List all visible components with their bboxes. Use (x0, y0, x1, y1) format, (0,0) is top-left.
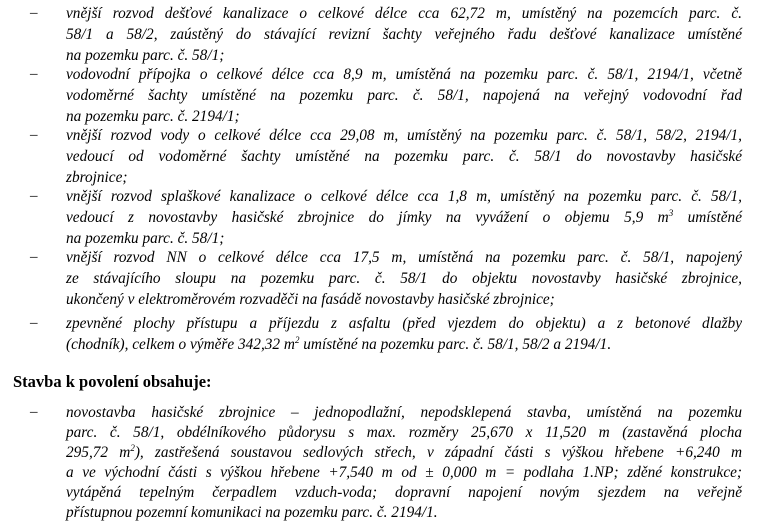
item-line: zpevněné plochy přístupu a příjezdu z asfaltu (před vjezdem do objektu) a z betonové dlažby (66, 315, 742, 332)
item-line: a ve východní části s výškou hřebene +7,540 m od ± 0,000 m = podlaha 1.NP; zděné konstrukce; (66, 464, 742, 481)
item-line-tail: umístěné na pozemku parc. č. 58/1, 58/2 a 2194/1. (299, 336, 612, 353)
item-line: ukončený v elektroměrovém rozvaděči na fasádě novostavby hasičské zbrojnice; (66, 291, 555, 308)
list-dash: – (30, 315, 38, 331)
item-line: vnější rozvod splaškové kanalizace o celkové délce cca 1,8 m, umístěný na pozemku parc. č. 58/1, (66, 188, 742, 205)
item-line-tail: ), zastřešená soustavou sedlových střech, v západní části s výškou hřebene +6,240 m (134, 444, 742, 461)
item-line: na pozemku parc. č. 2194/1; (66, 108, 240, 125)
list-dash: – (30, 188, 38, 204)
item-line: zbrojnice; (66, 169, 128, 186)
item-line: na pozemku parc. č. 58/1; (66, 47, 225, 64)
list-dash: – (30, 5, 38, 21)
section-heading: Stavba k povolení obsahuje: (13, 372, 212, 391)
list-dash: – (30, 127, 38, 143)
item-line-text: (chodník), celkem o výměře 342,32 m (66, 336, 295, 353)
item-line: vnější rozvod vody o celkové délce cca 29,08 m, umístěný na pozemku parc. č. 58/1, 58/2, 2194/1, (66, 127, 742, 144)
item-line-text: vedoucí z novostavby hasičské zbrojnice do jímky na vyvážení o objemu 5,9 m (66, 209, 669, 226)
item-line-text: 295,72 m (66, 444, 131, 461)
item-line: 58/1 a 58/2, zaústěný do stávající revizní šachty veřejného řadu dešťové kanalizace umístěné (66, 26, 742, 43)
item-line-tail: umístěné (673, 209, 742, 226)
list-dash: – (30, 249, 38, 265)
unit-superscript: 2 (130, 442, 135, 453)
item-line-with-superscript (66, 334, 742, 355)
item-line: novostavba hasičské zbrojnice – jednopodlažní, nepodsklepená stavba, umístěná na pozemku (66, 404, 742, 421)
item-line: vytápěná tepelným čerpadlem vzduch-voda; dopravní napojení novým sjezdem na veřejně (66, 484, 742, 501)
item-line-with-superscript (66, 442, 742, 463)
item-line: ze stávajícího sloupu na pozemku parc. č. 58/1 do objektu novostavby hasičské zbrojnice, (66, 270, 742, 287)
list-dash: – (30, 404, 38, 420)
item-line: přístupnou pozemní komunikaci na pozemku parc. č. 2194/1. (66, 504, 438, 521)
item-line: na pozemku parc. č. 58/1; (66, 230, 225, 247)
list-dash: – (30, 66, 38, 82)
item-line: vedoucí od vodoměrné šachty umístěné na pozemku parc. č. 58/1 do novostavby hasičské (66, 148, 742, 165)
item-line-with-superscript (66, 207, 742, 228)
item-line: vodoměrné šachty umístěné na pozemku parc. č. 58/1, napojená na veřejný vodovodní řad (66, 87, 742, 104)
item-line: vnější rozvod dešťové kanalizace o celkové délce cca 62,72 m, umístěný na pozemcích parc. č. (66, 5, 742, 22)
item-line: vodovodní přípojka o celkové délce cca 8,9 m, umístěná na pozemku parc. č. 58/1, 2194/1, včetně (66, 66, 742, 83)
unit-superscript: 3 (668, 207, 674, 218)
item-line: vnější rozvod NN o celkové délce cca 17,5 m, umístěná na pozemku parc. č. 58/1, napojený (66, 249, 742, 266)
item-line: parc. č. 58/1, obdélníkového půdorysu s max. rozměry 25,670 x 11,520 m (zastavěná plocha (66, 424, 742, 441)
unit-superscript: 2 (294, 334, 300, 345)
